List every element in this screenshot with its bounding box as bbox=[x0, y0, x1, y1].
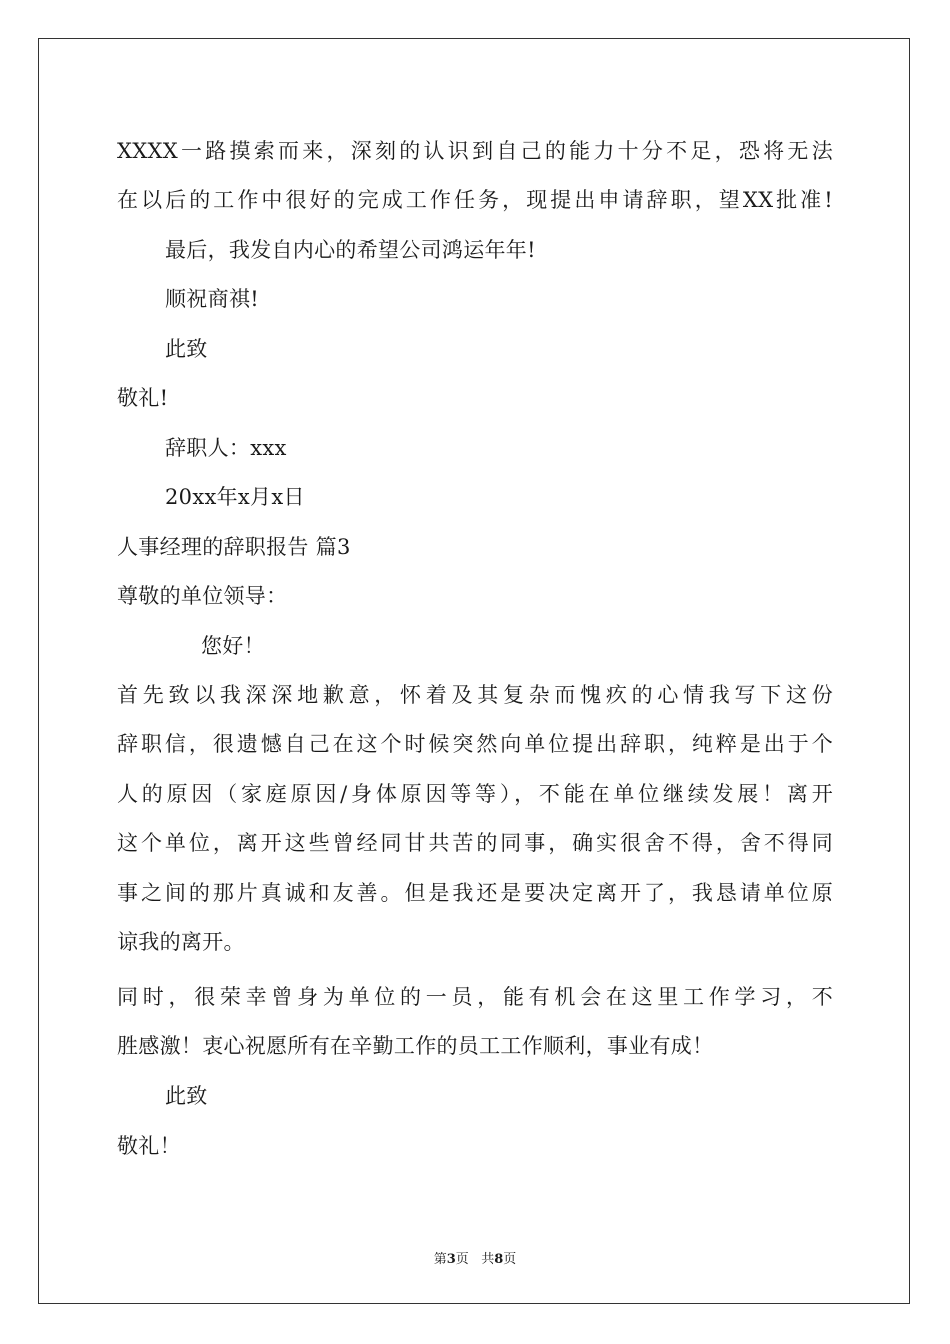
text-line: 辞职信，很遗憾自己在这个时候突然向单位提出辞职，纯粹是出于个 bbox=[117, 732, 833, 756]
text-line: 顺祝商祺! bbox=[165, 287, 259, 311]
text-line: 此致 bbox=[165, 337, 208, 361]
footer-suffix: 页 bbox=[503, 1252, 517, 1267]
current-page-number: 3 bbox=[446, 1252, 456, 1267]
text-line: 同时，很荣幸曾身为单位的一员，能有机会在这里工作学习，不 bbox=[117, 985, 833, 1009]
text-line: 辞职人：xxx bbox=[165, 436, 287, 460]
text-line: 首先致以我深深地歉意，怀着及其复杂而愧疚的心情我写下这份 bbox=[117, 683, 833, 707]
text-line: 20xx年x月x日 bbox=[165, 485, 305, 509]
text-line: 敬礼! bbox=[117, 386, 169, 410]
text-line: 敬礼！ bbox=[117, 1134, 181, 1158]
page-footer bbox=[0, 1248, 950, 1267]
text-line: 最后，我发自内心的希望公司鸿运年年! bbox=[165, 238, 536, 262]
total-pages-number: 8 bbox=[494, 1252, 504, 1267]
text-line: 胜感激！衷心祝愿所有在辛勤工作的员工工作顺利，事业有成！ bbox=[117, 1034, 714, 1058]
page-border bbox=[38, 38, 910, 1304]
greeting: 您好！ bbox=[201, 634, 265, 658]
text-line: 事之间的那片真诚和友善。但是我还是要决定离开了，我恳请单位原 bbox=[117, 881, 833, 905]
footer-prefix: 第 bbox=[433, 1252, 447, 1267]
footer-mid: 页 共 bbox=[455, 1252, 495, 1267]
text-line: 此致 bbox=[165, 1084, 208, 1108]
text-line: 谅我的离开。 bbox=[117, 930, 245, 954]
text-line: 在以后的工作中很好的完成工作任务，现提出申请辞职，望XX批准! bbox=[117, 188, 833, 212]
text-line: XXXX一路摸索而来，深刻的认识到自己的能力十分不足，恐将无法 bbox=[117, 139, 833, 163]
section-heading: 人事经理的辞职报告 篇3 bbox=[117, 535, 351, 559]
salutation: 尊敬的单位领导： bbox=[117, 584, 288, 608]
text-line: 这个单位，离开这些曾经同甘共苦的同事，确实很舍不得，舍不得同 bbox=[117, 831, 833, 855]
text-line: 人的原因（家庭原因/身体原因等等），不能在单位继续发展！离开 bbox=[117, 782, 833, 806]
